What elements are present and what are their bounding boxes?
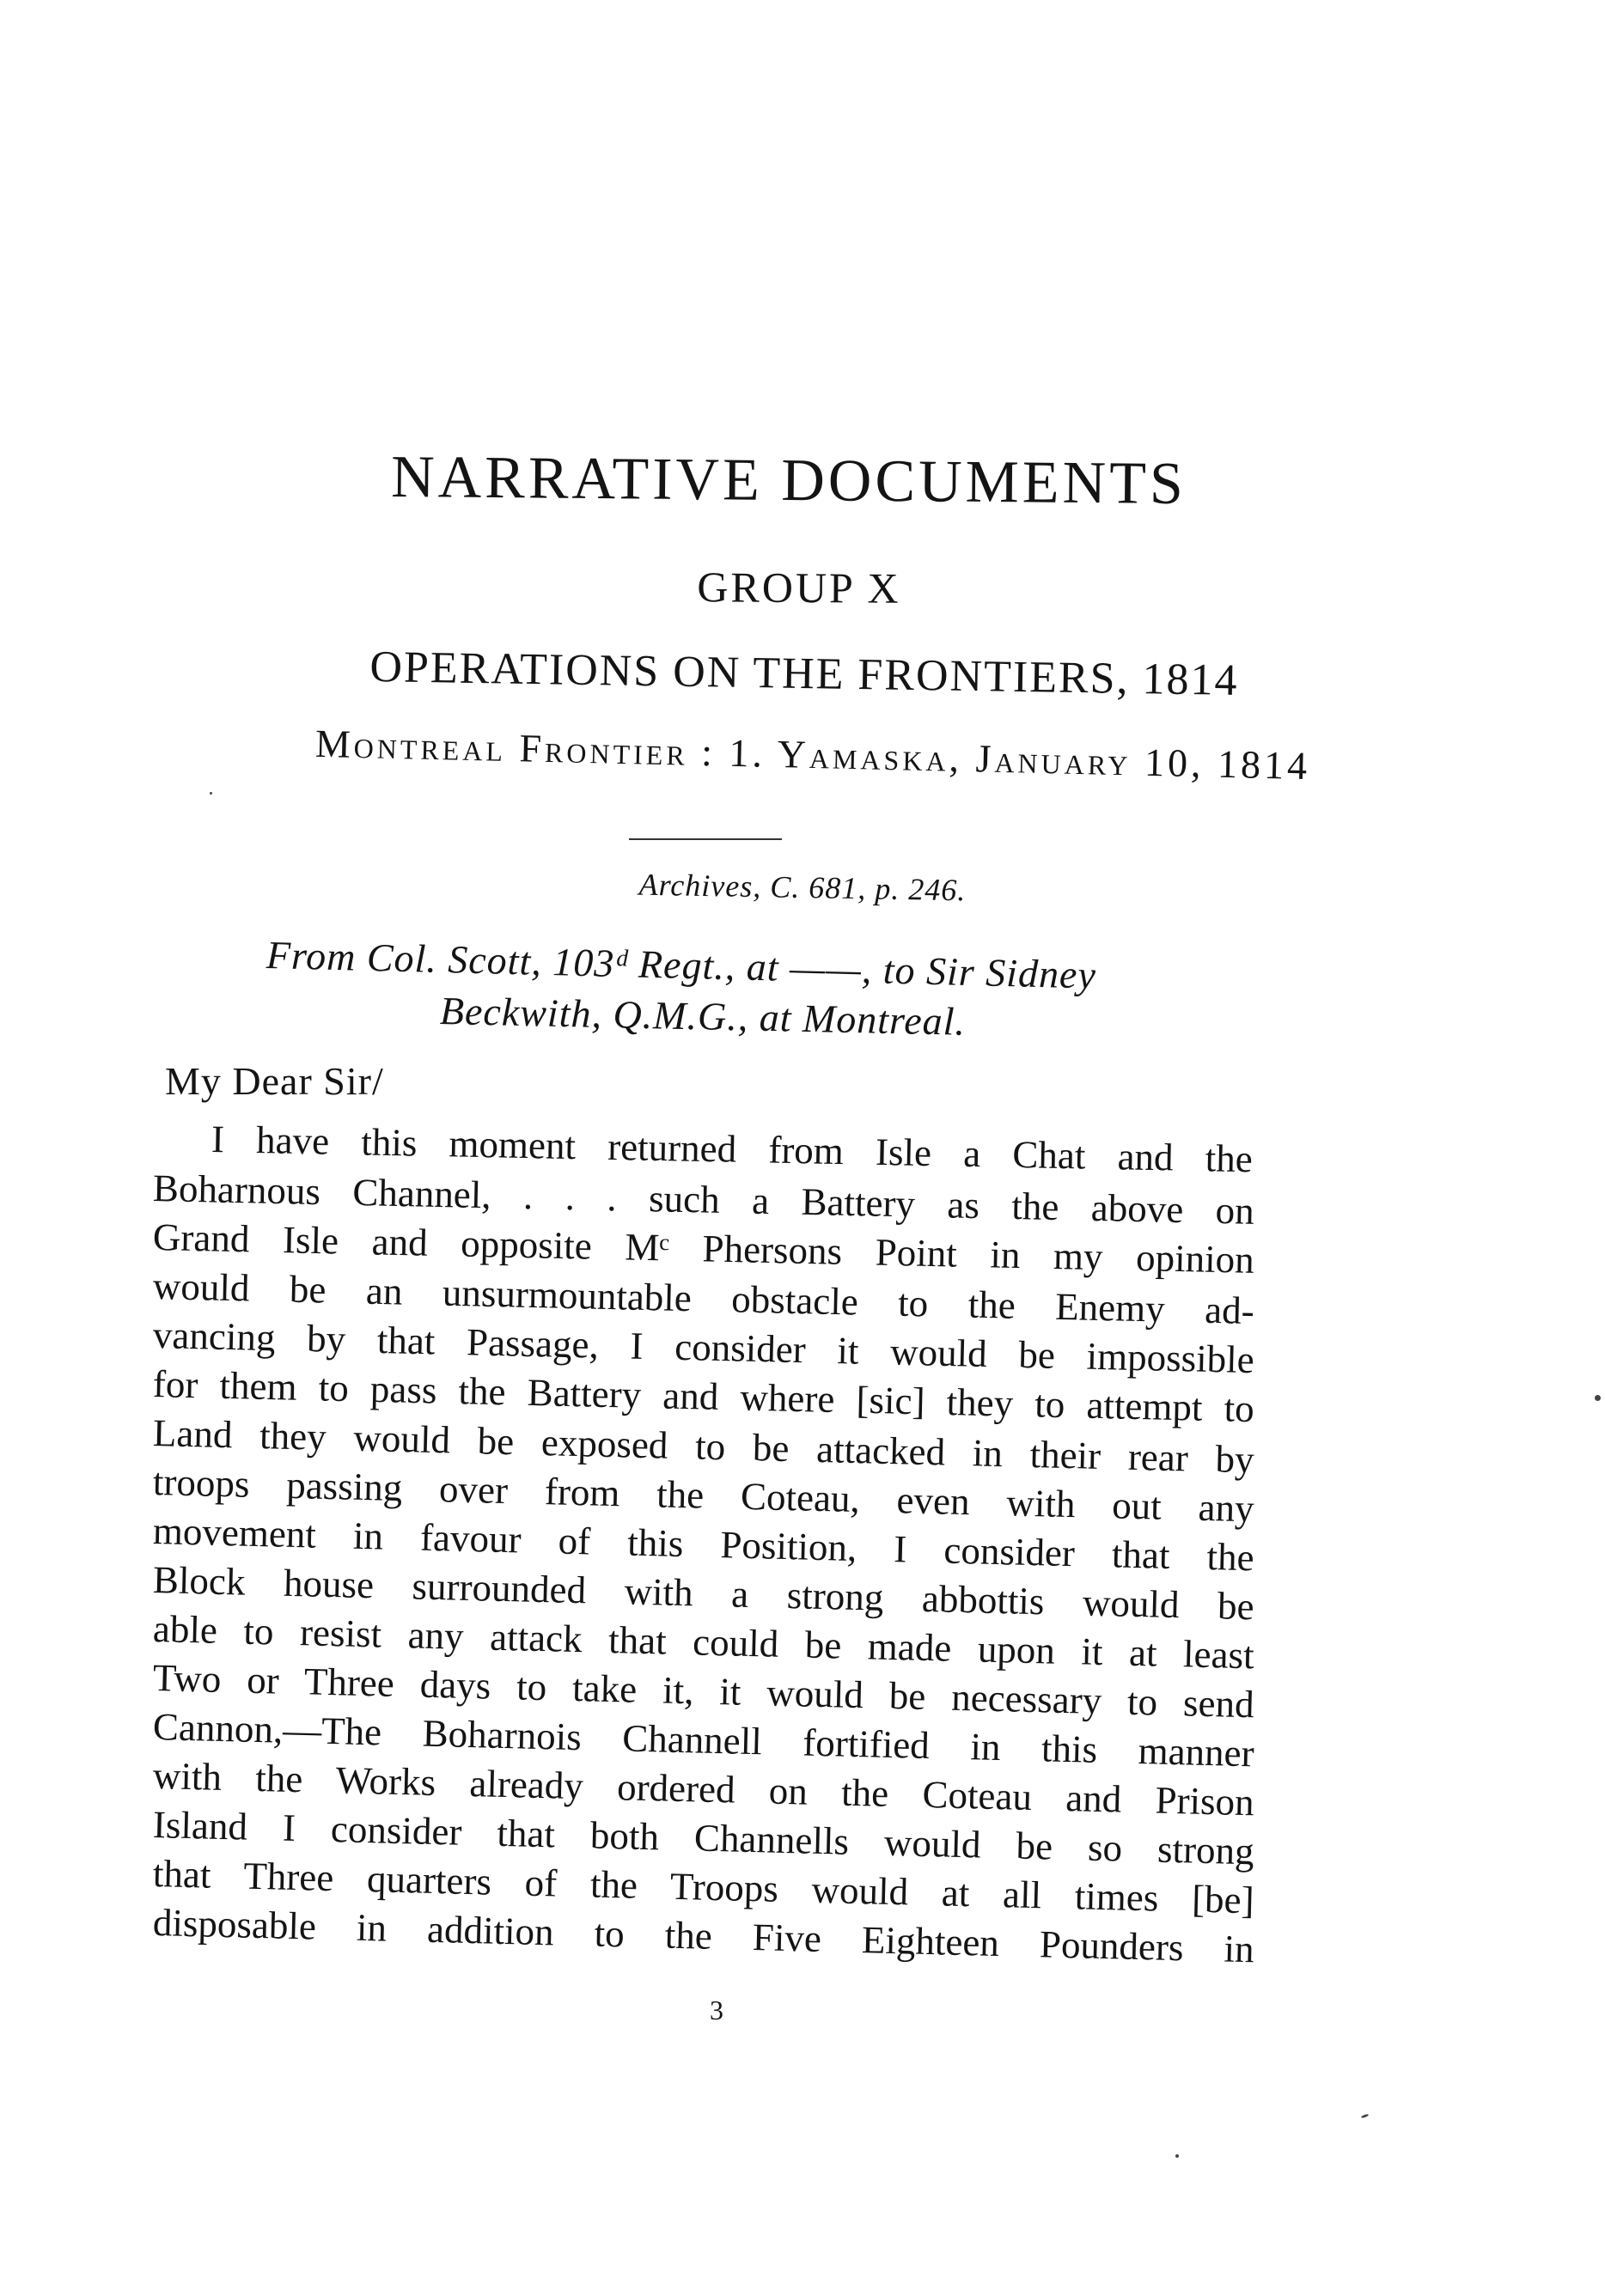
body-line: I have this moment returned from Isle a Chat and the — [211, 1118, 1254, 1181]
body-line: Land they would be exposed to be attacked in their rear by — [152, 1411, 1255, 1482]
scan-speck — [1175, 2154, 1179, 2158]
salutation: My Dear Sir/ — [165, 1059, 384, 1103]
letter-header-line-1: From Col. Scott, 103ᵈ Regt., at ——, to Sir Sidney — [265, 933, 1097, 997]
body-line: Cannon,—The Boharnois Channell fortified in this manner — [152, 1705, 1255, 1775]
body-line: able to resist any attack that could be made upon it at least — [152, 1607, 1255, 1678]
scan-speck — [1361, 2114, 1369, 2119]
scan-speck — [1595, 1395, 1601, 1401]
page-title: NARRATIVE DOCUMENTS — [390, 443, 1187, 518]
letter-header-line-2: Beckwith, Q.M.G., at Montreal. — [439, 989, 967, 1044]
body-line: troops passing over from the Coteau, even with out any — [152, 1460, 1255, 1531]
group-heading: GROUP X — [697, 563, 901, 612]
divider-rule — [629, 838, 782, 840]
body-line: would be an unsurmountable obstacle to the Enemy ad- — [152, 1264, 1255, 1333]
operations-heading: OPERATIONS ON THE FRONTIERS, 1814 — [369, 643, 1239, 705]
body-line: Two or Three days to take it, it would be necessary to send — [152, 1656, 1255, 1727]
body-line: vancing by that Passage, I consider it would be impossible — [152, 1313, 1255, 1382]
body-line: movement in favour of this Position, I consider that the — [152, 1509, 1255, 1580]
scan-speck — [210, 792, 212, 795]
body-line: Block house surrounded with a strong abbottis would be — [152, 1558, 1255, 1629]
frontier-heading: Montreal Frontier : 1. Yamaska, January 10, 1814 — [314, 721, 1311, 789]
body-line: that Three quarters of the Troops would at all times [be] — [152, 1852, 1255, 1922]
body-line: with the Works already ordered on the Coteau and Prison — [152, 1754, 1255, 1824]
page-number: 3 — [710, 1995, 723, 2025]
archives-reference: Archives, C. 681, p. 246. — [638, 867, 967, 908]
body-line: Grand Isle and opposite Mᶜ Phersons Point in my opinion — [152, 1215, 1255, 1282]
body-line: for them to pass the Battery and where [sic] they to attempt to — [152, 1362, 1255, 1431]
body-line: Boharnous Channel, . . . such a Battery as the above on — [152, 1166, 1255, 1233]
body-line: Island I consider that both Channells would be so strong — [152, 1803, 1255, 1873]
body-line: disposable in addition to the Five Eighteen Pounders in — [152, 1901, 1255, 1971]
